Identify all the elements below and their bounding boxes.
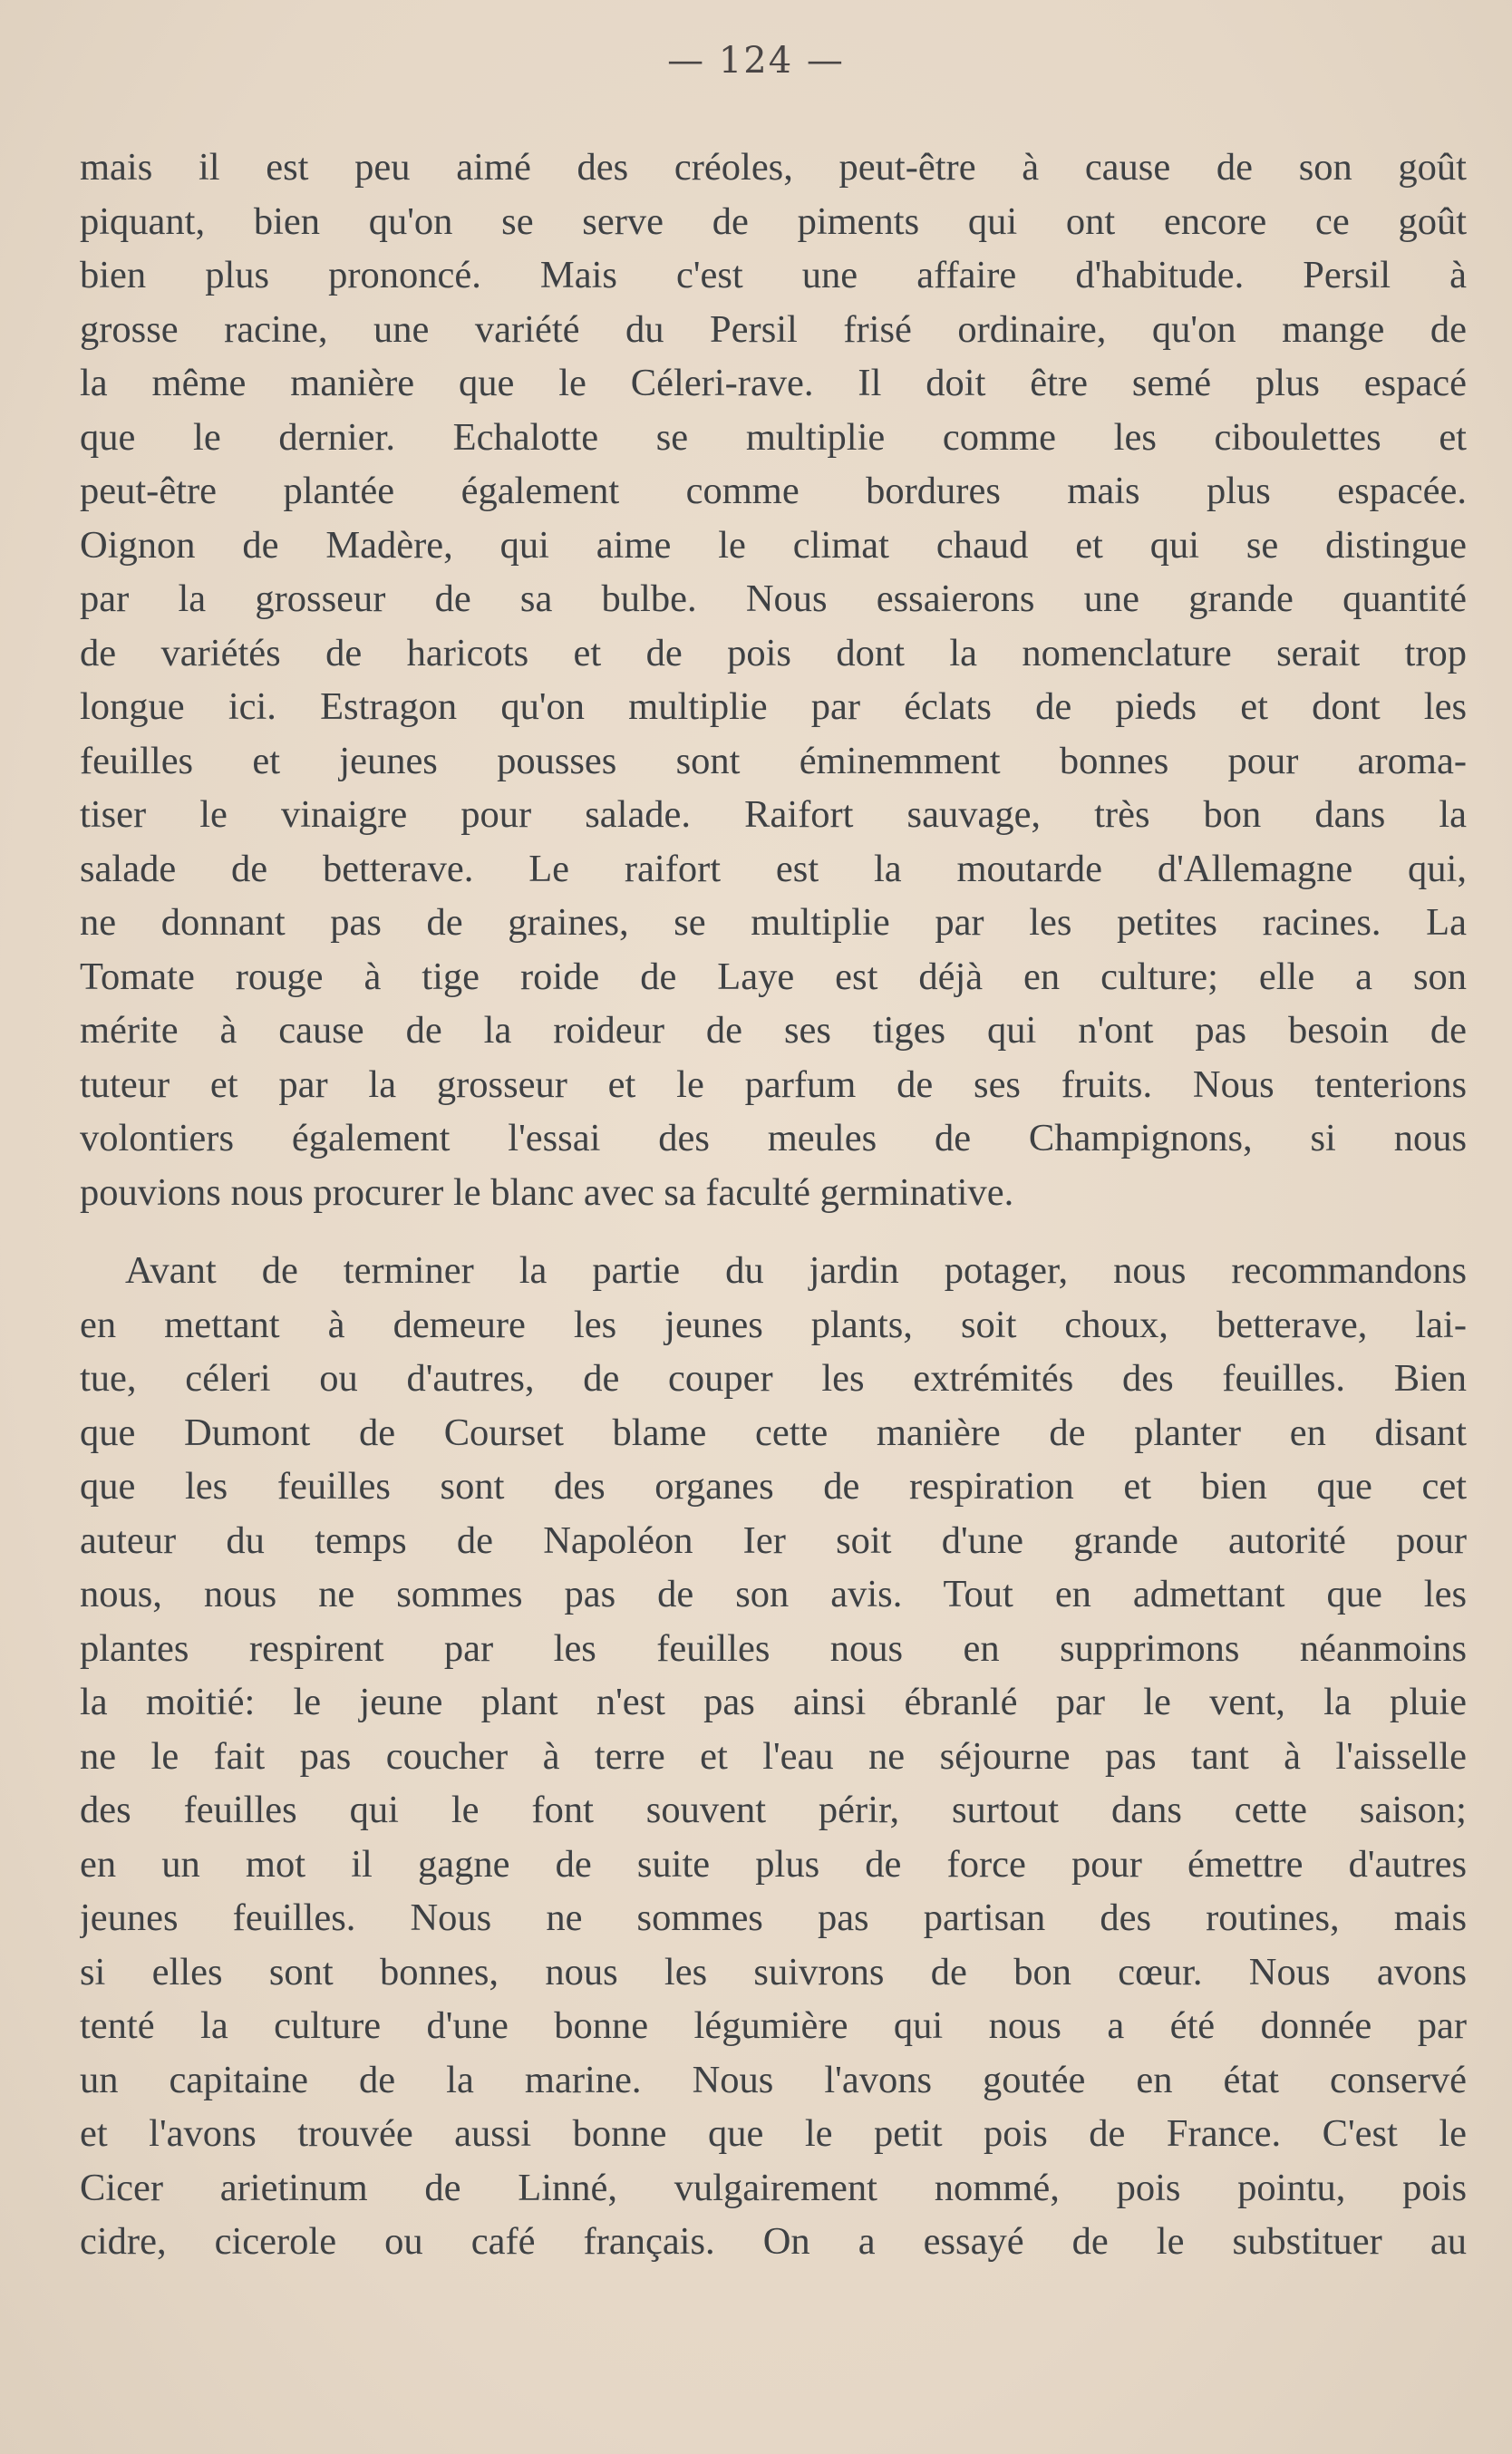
text-line: grosse racine, une variété du Persil frisé ordinaire, qu'on mange de	[80, 307, 1467, 351]
text-line: jeunes feuilles. Nous ne sommes pas partisan des routines, mais	[80, 1896, 1467, 1939]
text-line: mais il est peu aimé des créoles, peut-être à cause de son goût	[80, 146, 1467, 189]
text-line: plantes respirent par les feuilles nous en supprimons néanmoins	[80, 1626, 1467, 1670]
text-line: longue ici. Estragon qu'on multiplie par éclats de pieds et dont les	[80, 685, 1467, 728]
paragraph-2	[80, 1244, 1467, 2269]
text-line: tiser le vinaigre pour salade. Raifort sauvage, très bon dans la	[80, 793, 1467, 836]
text-line: pouvions nous procurer le blanc avec sa faculté germinative.	[80, 1170, 1014, 1214]
text-line: tenté la culture d'une bonne légumière qui nous a été donnée par	[80, 2004, 1467, 2047]
paragraph-1	[80, 141, 1467, 1219]
text-line: la même manière que le Céleri-rave. Il doit être semé plus espacé	[80, 362, 1467, 404]
text-line: Oignon de Madère, qui aime le climat chaud et qui se distingue	[80, 523, 1467, 567]
text-line: si elles sont bonnes, nous les suivrons de bon cœur. Nous avons	[80, 1950, 1467, 1993]
text-line: de variétés de haricots et de pois dont la nomenclature serait trop	[80, 631, 1467, 674]
text-line: tuteur et par la grosseur et le parfum de ses fruits. Nous tenterions	[80, 1062, 1467, 1106]
text-line: que le dernier. Echalotte se multiplie comme les ciboulettes et	[80, 415, 1467, 459]
text-line: en un mot il gagne de suite plus de force pour émettre d'autres	[80, 1842, 1467, 1886]
text-line: que les feuilles sont des organes de respiration et bien que cet	[80, 1465, 1467, 1508]
text-line: auteur du temps de Napoléon Ier soit d'une grande autorité pour	[80, 1518, 1467, 1562]
text-line: peut-être plantée également comme bordures mais plus espacée.	[80, 470, 1467, 512]
text-line: mérite à cause de la roideur de ses tiges qui n'ont pas besoin de	[80, 1009, 1467, 1052]
text-line: tue, céleri ou d'autres, de couper les extrémités des feuilles. Bien	[80, 1357, 1467, 1400]
text-line: nous, nous ne sommes pas de son avis. Tout en admettant que les	[80, 1573, 1467, 1615]
text-line: des feuilles qui le font souvent périr, surtout dans cette saison;	[80, 1789, 1467, 1831]
text-line: salade de betterave. Le raifort est la moutarde d'Allemagne qui,	[80, 847, 1467, 890]
text-line: que Dumont de Courset blame cette manière de planter en disant	[80, 1411, 1467, 1454]
text-line: Cicer arietinum de Linné, vulgairement nommé, pois pointu, pois	[80, 2166, 1467, 2209]
text-line: Avant de terminer la partie du jardin potager, nous recommandons	[125, 1249, 1467, 1292]
text-line: bien plus prononcé. Mais c'est une affaire d'habitude. Persil à	[80, 254, 1467, 296]
text-line: un capitaine de la marine. Nous l'avons goutée en état conservé	[80, 2058, 1467, 2101]
page-number: — 124 —	[667, 40, 845, 82]
text-line: Tomate rouge à tige roide de Laye est déjà en culture; elle a son	[80, 955, 1467, 998]
text-line: ne donnant pas de graines, se multiplie par les petites racines. La	[80, 901, 1467, 944]
text-line: par la grosseur de sa bulbe. Nous essaierons une grande quantité	[80, 577, 1467, 620]
text-line: cidre, cicerole ou café français. On a essayé de le substituer au	[80, 2220, 1467, 2263]
text-line: ne le fait pas coucher à terre et l'eau ne séjourne pas tant à l'aisselle	[80, 1734, 1467, 1778]
text-line: et l'avons trouvée aussi bonne que le petit pois de France. C'est le	[80, 2112, 1467, 2155]
text-line: feuilles et jeunes pousses sont éminemment bonnes pour aroma-	[80, 739, 1467, 782]
text-line: en mettant à demeure les jeunes plants, soit choux, betterave, lai-	[80, 1303, 1467, 1346]
text-line: volontiers également l'essai des meules de Champignons, si nous	[80, 1117, 1467, 1159]
text-line: piquant, bien qu'on se serve de piments qui ont encore ce goût	[80, 199, 1467, 243]
text-line: la moitié: le jeune plant n'est pas ainsi ébranlé par le vent, la pluie	[80, 1681, 1467, 1723]
